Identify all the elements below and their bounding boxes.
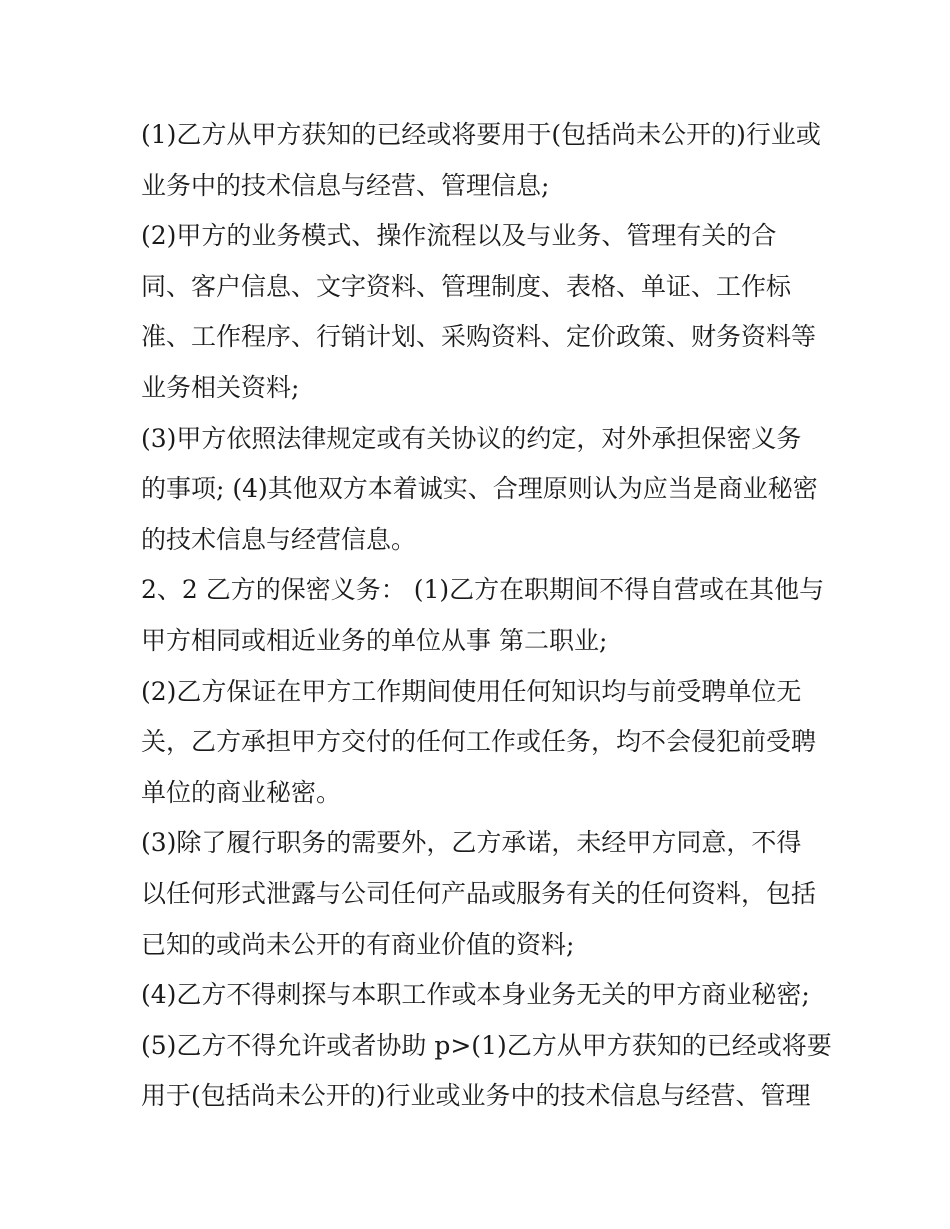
text-line: 的事项; (4)其他双方本着诚实、合理原则认为应当是商业秘密 — [141, 474, 818, 504]
text-line: 以任何形式泄露与公司任何产品或服务有关的任何资料，包括 — [141, 878, 817, 908]
document-body — [141, 110, 831, 1122]
text-line: 同、客户信息、文字资料、管理制度、表格、单证、工作标 — [141, 271, 792, 301]
text-line: 业务中的技术信息与经营、管理信息; — [141, 170, 550, 200]
text-line: 已知的或尚未公开的有商业价值的资料; — [141, 929, 575, 959]
text-line: (1)乙方从甲方获知的已经或将要用于(包括尚未公开的)行业或 — [141, 120, 821, 149]
text-line: (2)乙方保证在甲方工作期间使用任何知识均与前受聘单位无 — [141, 676, 802, 706]
text-line: 的技术信息与经营信息。 — [141, 524, 417, 554]
text-line: (3)甲方依照法律规定或有关协议的约定，对外承担保密义务 — [141, 423, 802, 453]
text-line: 准、工作程序、行销计划、采购资料、定价政策、财务资料等 — [141, 322, 817, 352]
text-line: 用于(包括尚未公开的)行业或业务中的技术信息与经营、管理 — [141, 1081, 811, 1111]
text-line: (5)乙方不得允许或者协助 p>(1)乙方从甲方获知的已经或将要 — [141, 1030, 832, 1060]
text-line: 关，乙方承担甲方交付的任何工作或任务，均不会侵犯前受聘 — [141, 727, 817, 757]
text-line: 业务相关资料; — [141, 372, 300, 402]
text-line: 2、2 乙方的保密义务： (1)乙方在职期间不得自营或在其他与 — [141, 575, 825, 605]
text-line: 单位的商业秘密。 — [141, 777, 342, 807]
text-line: (3)除了履行职务的需要外，乙方承诺，未经甲方同意，不得 — [141, 828, 802, 858]
text-line: (2)甲方的业务模式、操作流程以及与业务、管理有关的合 — [141, 221, 777, 251]
text-line: 甲方相同或相近业务的单位从事 第二职业; — [141, 625, 608, 655]
text-line: (4)乙方不得刺探与本职工作或本身业务无关的甲方商业秘密; — [141, 980, 810, 1010]
